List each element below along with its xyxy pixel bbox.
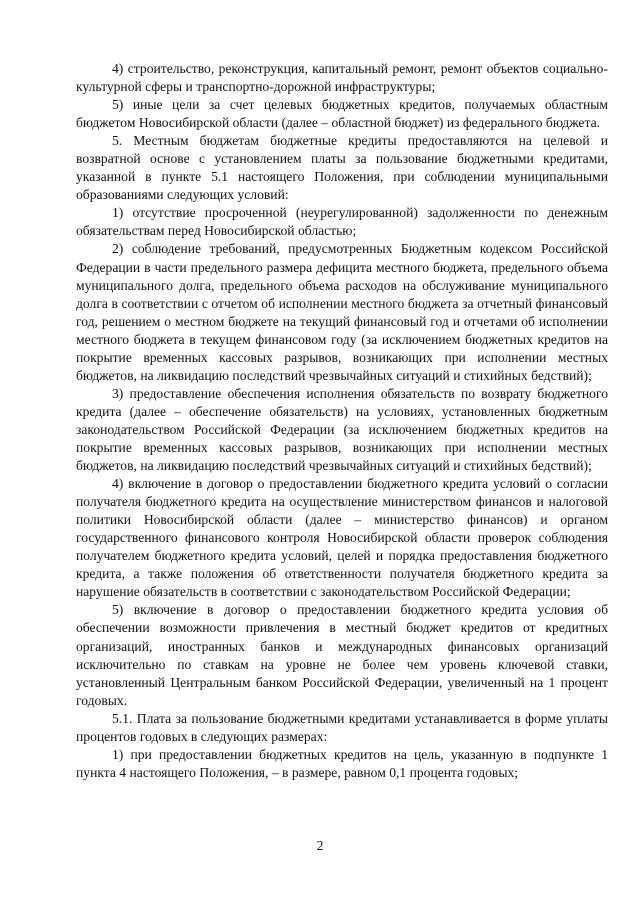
paragraph-rate-1: 1) при предоставлении бюджетных кредитов на цель, указанную в подпункте 1 пункта 4 настоящего Положения, – в размере, равном 0,1 процента годовых; bbox=[76, 746, 608, 780]
paragraph-condition-4: 4) включение в договор о предоставлении бюджетного кредита условий о согласии получателя бюджетного кредита на осуществление министерством финансов и налоговой политики Новосибирской области (далее – министерство финансов) и органом государственного финансового контроля Новосибирской области проверок соблюдения получателем бюджетного кредита условий, целей и порядка предоставления бюджетного кредита, а также положения об ответственности получателя бюджетного кредита за нарушение обязательств в соответствии с законодательством Российской Федерации; bbox=[76, 476, 608, 600]
paragraph-condition-5: 5) включение в договор о предоставлении бюджетного кредита условия об обеспечении возможности привлечения в местный бюджет кредитов от кредитных организаций, иностранных банков и международных финансовых организаций исключительно по ставкам на уровне не более чем уровень ключевой ставки, установленный Центральным банком Российской Федерации, увеличенный на 1 процент годовых. bbox=[76, 602, 608, 708]
page-number: 2 bbox=[316, 838, 324, 853]
paragraph-clause-5: 5. Местным бюджетам бюджетные кредиты предоставляются на целевой и возвратной основе с установлением платы за пользование бюджетными кредитами, указанной в пункте 5.1 настоящего Положения, при соблюдении муниципальными образованиями следующих условий: bbox=[76, 133, 608, 203]
paragraph-item-5-other-goals: 5) иные цели за счет целевых бюджетных кредитов, получаемых областным бюджетом Новосибирской области (далее – областной бюджет) из федерального бюджета. bbox=[76, 97, 608, 131]
document-body bbox=[76, 60, 608, 782]
paragraph-condition-3: 3) предоставление обеспечения исполнения обязательств по возврату бюджетного кредита (далее – обеспечение обязательств) на условиях, установленных бюджетным законодательством Российской Федерации (за исключением бюджетных кредитов на покрытие временных кассовых разрывов, возникающих при исполнении местных бюджетов, на ликвидацию последствий чрезвычайных ситуаций и стихийных бедствий); bbox=[76, 385, 608, 474]
paragraph-item-4-construction: 4) строительство, реконструкция, капитальный ремонт, ремонт объектов социально-культурной сферы и транспортно-дорожной инфраструктуры; bbox=[76, 61, 608, 95]
paragraph-condition-1: 1) отсутствие просроченной (неурегулированной) задолженности по денежным обязательствам перед Новосибирской областью; bbox=[76, 205, 608, 239]
paragraph-condition-2: 2) соблюдение требований, предусмотренных Бюджетным кодексом Российской Федерации в части предельного размера дефицита местного бюджета, предельного объема муниципального долга, предельного объема расходов на обслуживание муниципального долга в соответствии с отчетом об исполнении местного бюджета за отчетный финансовый год, решением о местном бюджете на текущий финансовый год и отчетами об исполнении местного бюджета в текущем финансовом году (за исключением бюджетных кредитов на покрытие временных кассовых разрывов, возникающих при исполнении местных бюджетов, на ликвидацию последствий чрезвычайных ситуаций и стихийных бедствий); bbox=[76, 241, 608, 383]
paragraph-clause-5-1: 5.1. Плата за пользование бюджетными кредитами устанавливается в форме уплаты процентов годовых в следующих размерах: bbox=[76, 710, 608, 744]
